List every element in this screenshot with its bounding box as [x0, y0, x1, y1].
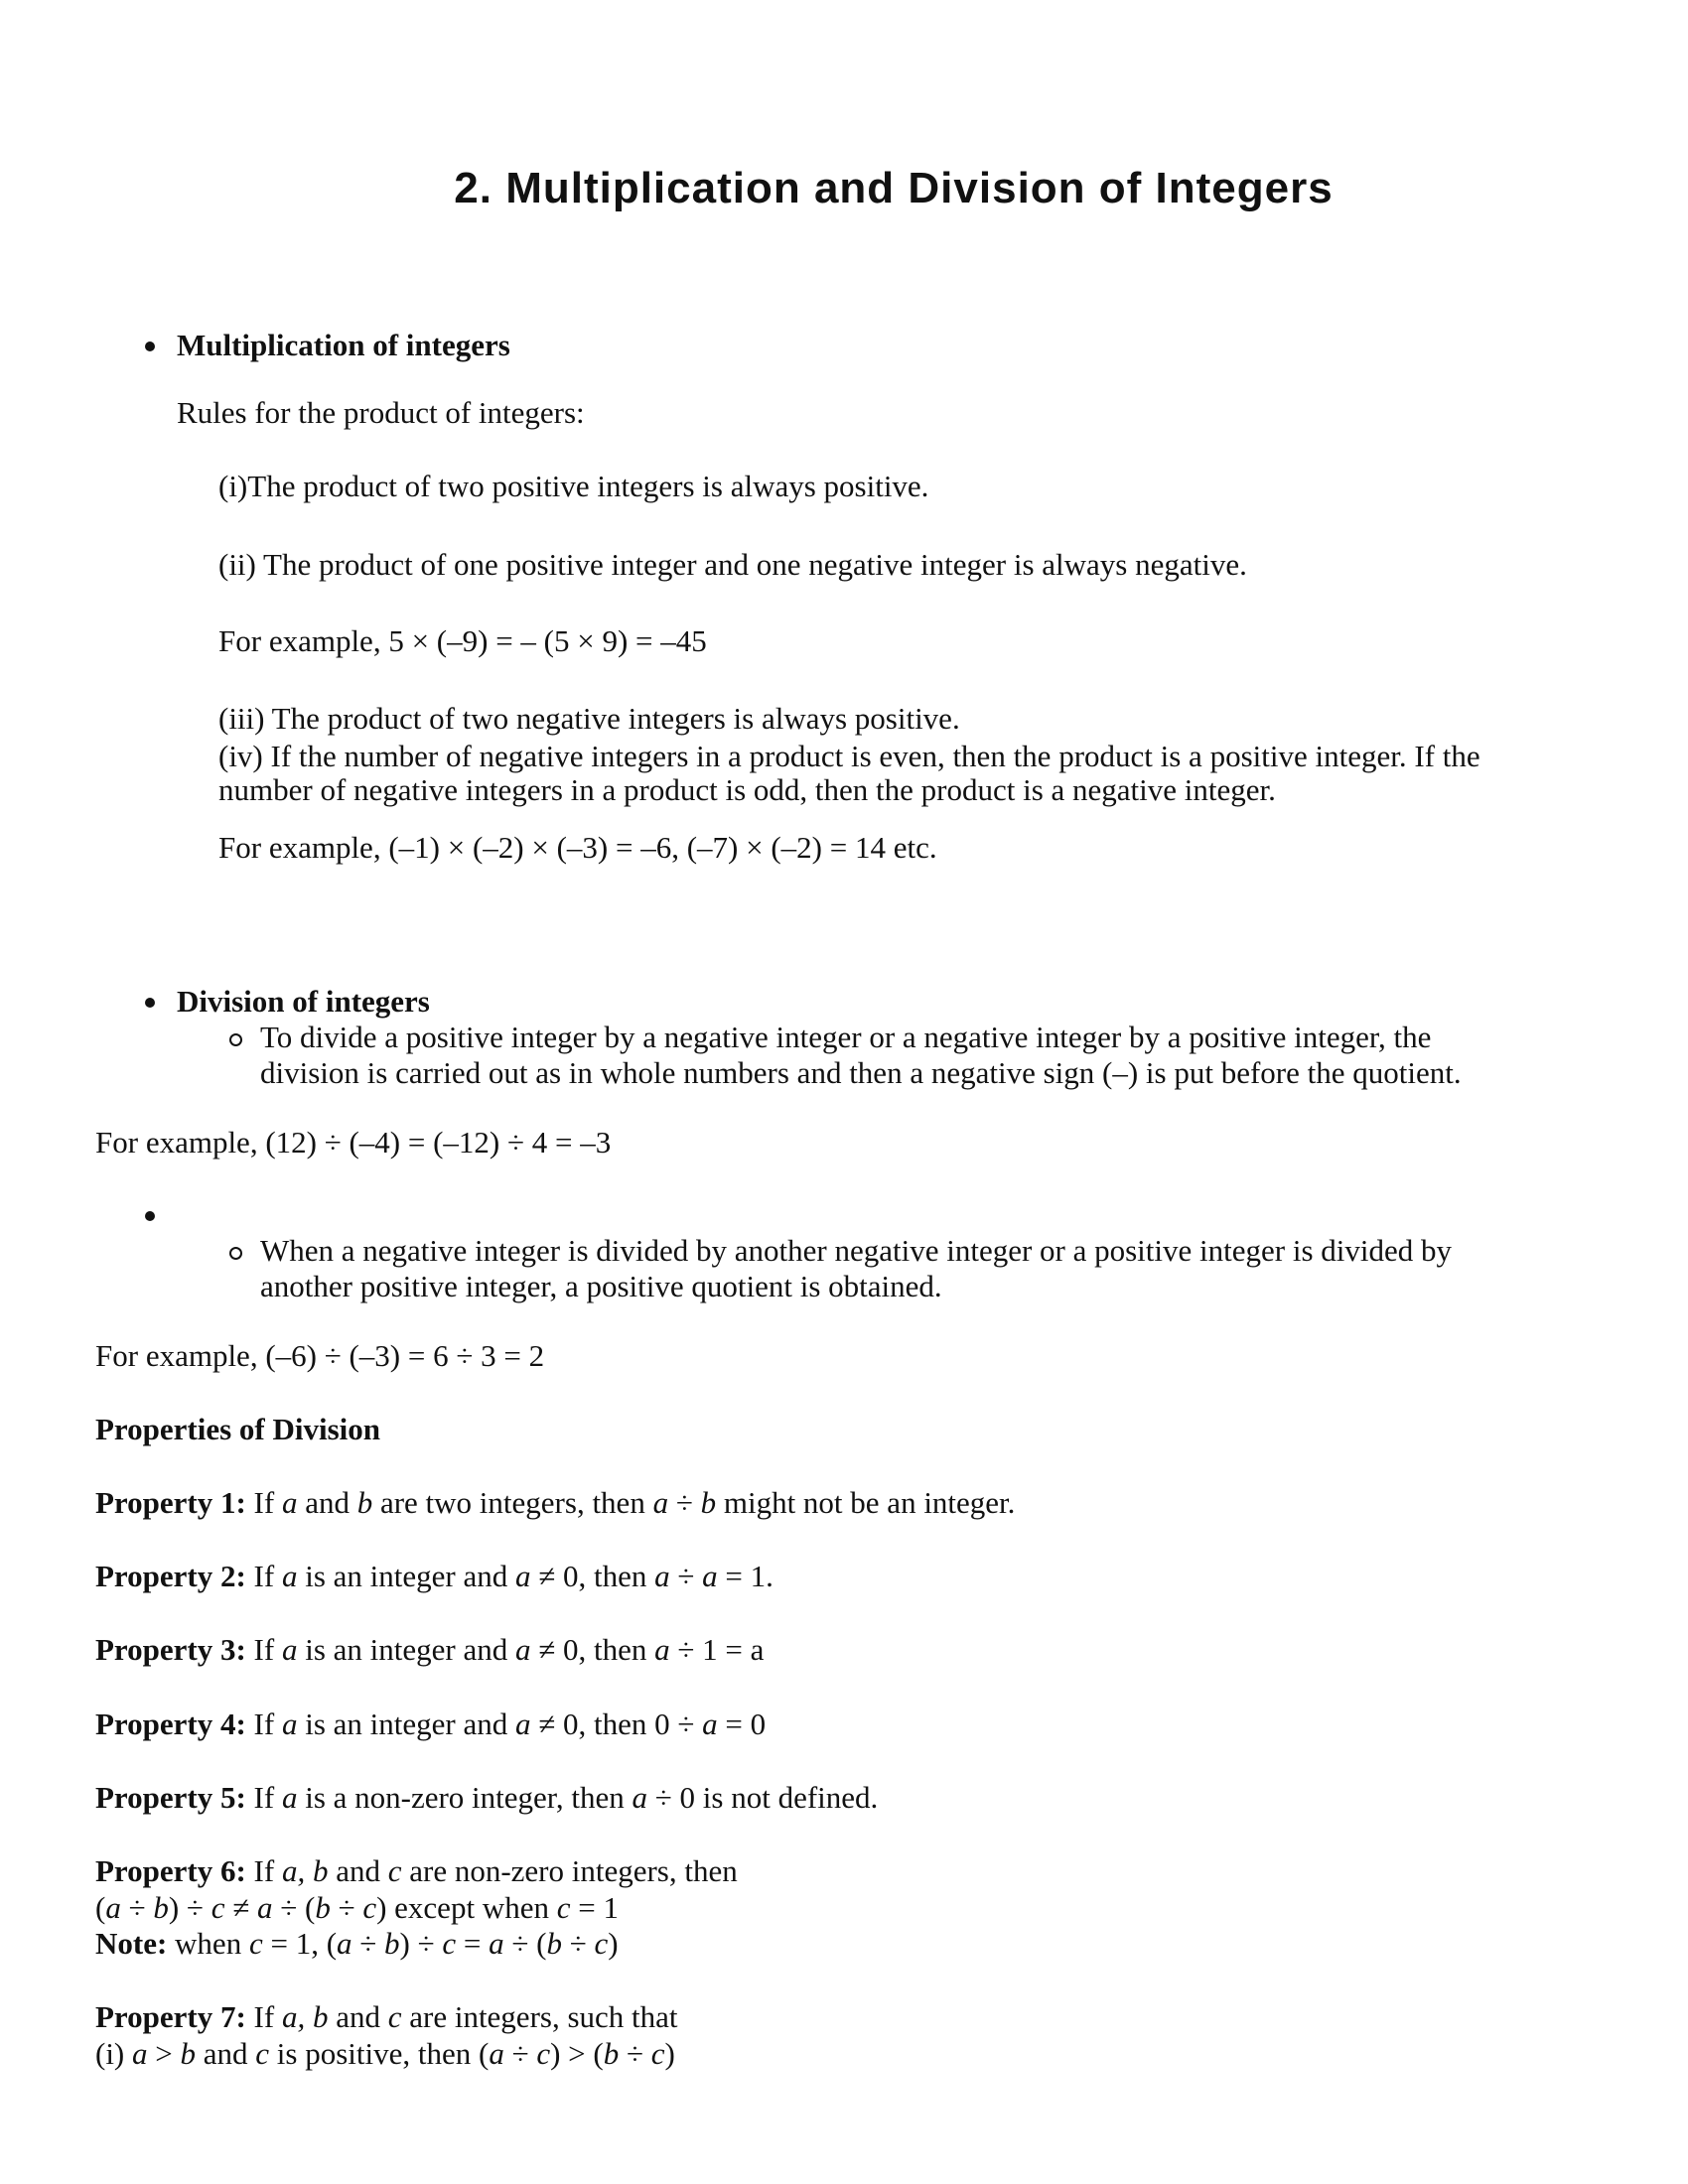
division-heading: Division of integers: [177, 984, 430, 1019]
property-6-formula: (a ÷ b) ÷ c ≠ a ÷ (b ÷ c) except when c = 1: [95, 1890, 619, 1925]
page-title: 2. Multiplication and Division of Integers: [454, 164, 1334, 212]
division-rule-1-line-1: To divide a positive integer by a negative integer or a negative integer by a positive integer, the: [260, 1020, 1432, 1054]
multiplication-heading: Multiplication of integers: [177, 328, 510, 362]
division-rule-2-line-1: When a negative integer is divided by another negative integer or a positive integer is divided by: [260, 1233, 1453, 1268]
rule-3: (iii) The product of two negative integers is always positive.: [218, 701, 960, 736]
property-7-case-1: (i) a > b and c is positive, then (a ÷ c) > (b ÷ c): [95, 2036, 675, 2071]
property-6-note: Note: when c = 1, (a ÷ b) ÷ c = a ÷ (b ÷ c): [95, 1926, 619, 1961]
property-4: Property 4: If a is an integer and a ≠ 0, then 0 ÷ a = 0: [95, 1706, 767, 1741]
division-rule-1-line-2: division is carried out as in whole numbers and then a negative sign (–) is put before the quotient.: [260, 1055, 1462, 1090]
bullet-ring: [229, 1247, 242, 1260]
property-3: Property 3: If a is an integer and a ≠ 0, then a ÷ 1 = a: [95, 1632, 765, 1667]
division-example-2: For example, (–6) ÷ (–3) = 6 ÷ 3 = 2: [95, 1338, 545, 1373]
property-7: Property 7: If a, b and c are integers, such that: [95, 1999, 678, 2034]
example-2: For example, (–1) × (–2) × (–3) = –6, (–7) × (–2) = 14 etc.: [218, 830, 937, 865]
division-example-1: For example, (12) ÷ (–4) = (–12) ÷ 4 = –3: [95, 1125, 612, 1160]
bullet-dot: [145, 341, 155, 351]
example-1: For example, 5 × (–9) = – (5 × 9) = –45: [218, 623, 707, 658]
property-1: Property 1: If a and b are two integers, then a ÷ b might not be an integer.: [95, 1485, 1016, 1520]
property-2: Property 2: If a is an integer and a ≠ 0, then a ÷ a = 1.: [95, 1559, 774, 1593]
property-5: Property 5: If a is a non-zero integer, then a ÷ 0 is not defined.: [95, 1780, 879, 1815]
rule-4-line-1: (iv) If the number of negative integers in a product is even, then the product is a positive integer. If the: [218, 739, 1480, 773]
rule-4-line-2: number of negative integers in a product is odd, then the product is a negative integer.: [218, 772, 1276, 807]
division-rule-2-line-2: another positive integer, a positive quotient is obtained.: [260, 1269, 942, 1303]
properties-heading: Properties of Division: [95, 1412, 381, 1446]
bullet-dot: [145, 998, 155, 1008]
rule-1: (i)The product of two positive integers is always positive.: [218, 469, 929, 503]
rule-2: (ii) The product of one positive integer and one negative integer is always negative.: [218, 547, 1247, 582]
property-6: Property 6: If a, b and c are non-zero integers, then: [95, 1853, 738, 1888]
bullet-ring: [229, 1033, 242, 1046]
multiplication-intro: Rules for the product of integers:: [177, 395, 585, 430]
bullet-dot: [145, 1211, 155, 1221]
